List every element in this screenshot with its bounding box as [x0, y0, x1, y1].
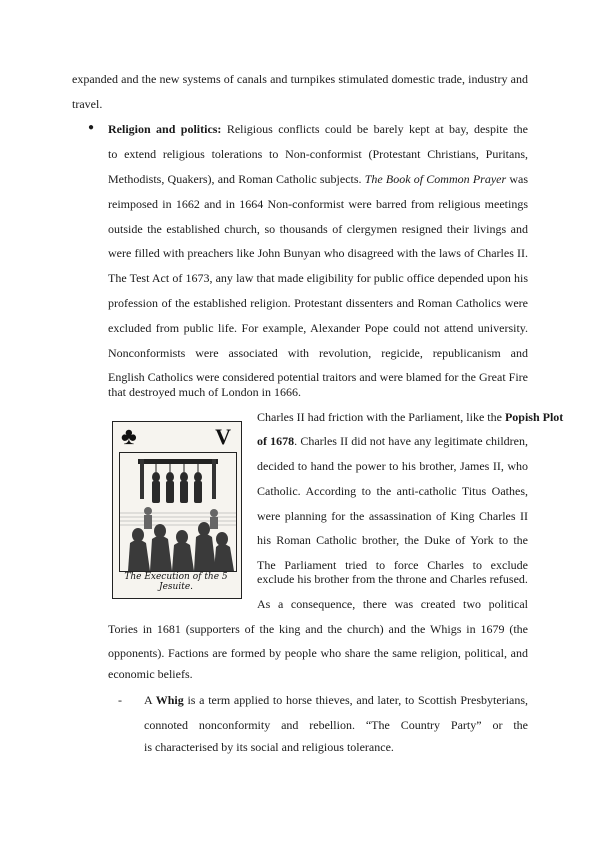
religion-line-2: to extend religious tolerations to Non-conformist (Protestant Christians, Puritans,	[108, 147, 528, 161]
popish-text-2: . Charles II did not have any legitimate children,	[294, 434, 528, 448]
intro-line-1: expanded and the new systems of canals and turnpikes stimulated domestic trade, industry and	[72, 72, 528, 86]
card-caption-line-1: The Execution of the 5	[124, 572, 228, 582]
religion-line-11: English Catholics were considered potential traitors and were blamed for the Great Fire	[108, 370, 528, 384]
club-suit-icon: ♣	[121, 424, 137, 450]
popish-line-5: were planning for the assassination of King Charles II	[257, 509, 528, 523]
engraving-drawing	[120, 453, 236, 571]
whig-pre: A	[144, 693, 153, 707]
popish-line-2	[257, 434, 528, 449]
popish-line-6: his Roman Catholic brother, the Duke of York to the	[257, 533, 528, 547]
religion-line-3	[108, 172, 528, 187]
popish-text-1: Charles II had friction with the Parliament, like the	[257, 410, 502, 424]
religion-text-1: Religious conflicts could be barely kept at bay, despite the	[226, 122, 528, 136]
book-title: The Book of Common Prayer	[364, 172, 507, 186]
religion-line-7: The Test Act of 1673, any law that made eligibility for public office depended upon his	[108, 271, 528, 285]
card-caption	[117, 572, 235, 592]
popish-line-7: The Parliament tried to force Charles to exclude	[257, 558, 528, 572]
whig-line-2: connoted nonconformity and rebellion. “The Country Party” or the	[144, 718, 528, 732]
parties-line-4: economic beliefs.	[108, 667, 193, 681]
whig-line-3: is characterised by its social and religious tolerance.	[144, 740, 394, 754]
religion-line-6: were filled with preachers like John Bunyan who disagreed with the laws of Charles II.	[108, 246, 528, 260]
religion-line-4: reimposed in 1662 and in 1664 Non-conformist were barred from religious meetings	[108, 197, 528, 211]
whig-line-1	[144, 693, 528, 708]
religion-heading: Religion and politics:	[108, 122, 222, 136]
popish-plot-bold: Popish Plot	[504, 410, 564, 424]
card-numeral: V	[215, 424, 231, 449]
parties-line-2: Tories in 1681 (supporters of the king and the church) and the Whigs in 1679 (the	[108, 622, 528, 636]
religion-was: was	[509, 172, 528, 186]
popish-line-4: Catholic. According to the anti-catholic Titus Oathes,	[257, 484, 528, 498]
parties-line-1: As a consequence, there was created two political	[257, 597, 528, 611]
religion-line-1	[108, 122, 528, 137]
popish-line-1	[257, 410, 563, 424]
bullet-icon: ●	[88, 122, 95, 133]
intro-line-2: travel.	[72, 97, 103, 111]
popish-line-3: decided to hand the power to his brother, James II, who	[257, 459, 528, 473]
religion-line-8: profession of the established religion. Protestant dissenters and Roman Catholics were	[108, 296, 528, 310]
dash-bullet: -	[118, 693, 122, 707]
religion-line-9: excluded from public life. For example, Alexander Pope could not attend university.	[108, 321, 528, 335]
playing-card-illustration	[112, 421, 242, 599]
whig-bold: Whig	[155, 693, 184, 707]
popish-year-bold: of 1678	[257, 434, 295, 448]
card-caption-line-2: Jesuite.	[158, 582, 194, 592]
whig-text-1: is a term applied to horse thieves, and later, to Scottish Presbyterians,	[187, 693, 528, 707]
religion-line-10: Nonconformists were associated with revolution, regicide, republicanism and	[108, 346, 528, 360]
popish-line-8: exclude his brother from the throne and Charles refused.	[257, 572, 528, 586]
religion-line-5: outside the established church, so thousands of clergymen resigned their livings and	[108, 222, 528, 236]
religion-line-12: that destroyed much of London in 1666.	[108, 385, 301, 399]
parties-line-3: opponents). Factions are formed by people who share the same religion, political, and	[108, 646, 528, 660]
execution-engraving-image	[119, 452, 237, 572]
religion-text-3: Methodists, Quakers), and Roman Catholic subjects.	[108, 172, 362, 186]
